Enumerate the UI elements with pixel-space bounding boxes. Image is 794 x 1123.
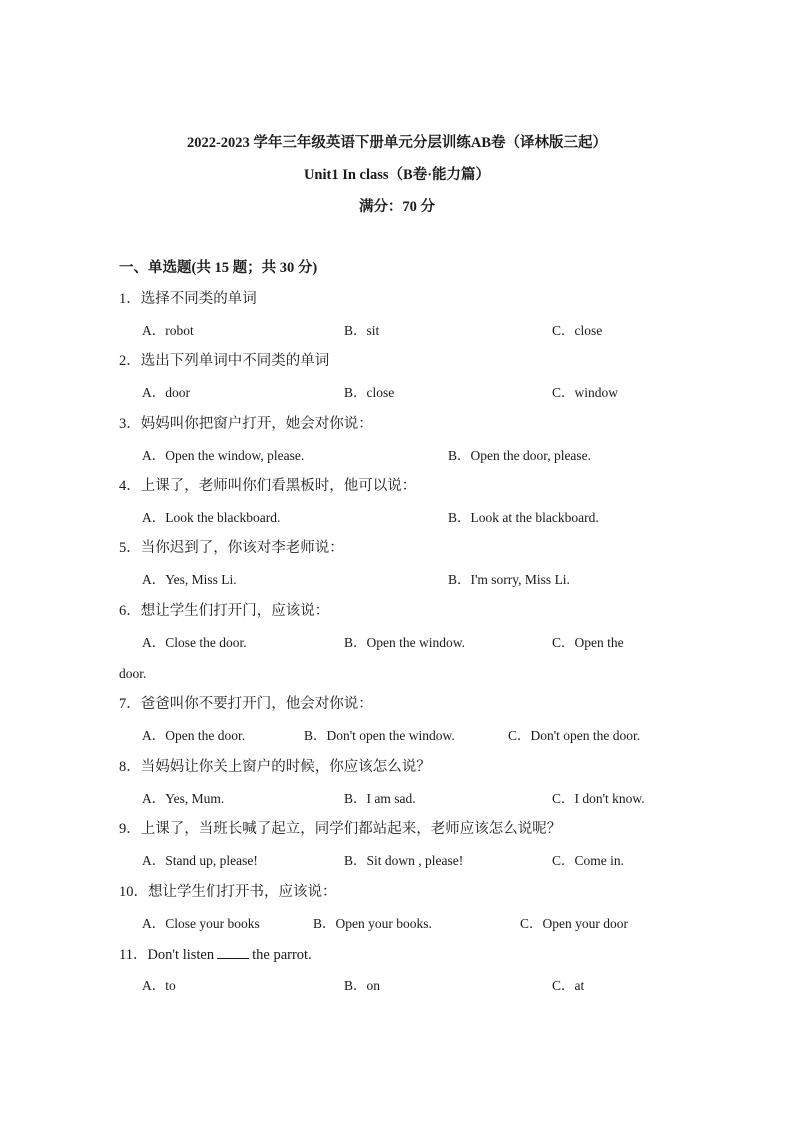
option-c: C．window xyxy=(552,385,619,400)
option-b: B．Look at the blackboard. xyxy=(448,510,599,525)
question-stem: 3．妈妈叫你把窗户打开，她会对你说： xyxy=(119,416,373,432)
option-b: B．close xyxy=(344,385,395,400)
question-stem: 7．爸爸叫你不要打开门，他会对你说： xyxy=(119,696,373,712)
option-c: C．Open the xyxy=(552,635,624,650)
option-c: C．close xyxy=(552,323,603,338)
question-stem: 9．上课了，当班长喊了起立，同学们都站起来，老师应该怎么说呢？ xyxy=(119,821,562,837)
section-heading: 一、单选题(共 15 题；共 30 分) xyxy=(119,260,318,276)
question-stem: 10．想让学生们打开书，应该说： xyxy=(119,884,337,900)
option-a: A．door xyxy=(142,385,190,400)
document-title: 2022-2023 学年三年级英语下册单元分层训练AB卷（译林版三起） xyxy=(186,135,608,151)
option-c: C．Open your door xyxy=(520,916,628,931)
option-a: A．Open the door. xyxy=(142,728,246,743)
option-b: B．Open the door, please. xyxy=(448,448,592,463)
option-c: C．I don't know. xyxy=(552,791,645,806)
option-a: A．Look the blackboard. xyxy=(142,510,281,525)
option-b: B．sit xyxy=(344,323,380,338)
option-c: C．at xyxy=(552,978,585,993)
question-stem: 2．选出下列单词中不同类的单词 xyxy=(119,353,330,369)
option-a: A．Close your books xyxy=(142,916,260,931)
question-stem-after-blank: the parrot. xyxy=(252,947,312,963)
option-b: B．Sit down , please! xyxy=(344,853,464,868)
question-stem-before-blank: 11．Don't listen xyxy=(119,947,215,963)
option-b: B．on xyxy=(344,978,381,993)
question-stem: 4．上课了，老师叫你们看黑板时，他可以说： xyxy=(119,478,417,494)
option-a: A．to xyxy=(142,978,176,993)
total-score: 满分：70 分 xyxy=(358,199,436,215)
answer-blank xyxy=(217,945,249,959)
option-b: B．I'm sorry, Miss Li. xyxy=(448,572,570,587)
option-a: A．Yes, Mum. xyxy=(142,791,225,806)
option-a: A．Stand up, please! xyxy=(142,853,258,868)
option-c: C．Don't open the door. xyxy=(508,728,641,743)
question-stem xyxy=(119,945,312,965)
option-a: A．Open the window, please. xyxy=(142,448,305,463)
question-stem: 8．当妈妈让你关上窗户的时候，你应该怎么说？ xyxy=(119,759,431,775)
option-a: A．Close the door. xyxy=(142,635,247,650)
document-subtitle: Unit1 In class（B卷·能力篇） xyxy=(303,167,491,183)
question-stem: 5．当你迟到了，你该对李老师说： xyxy=(119,540,344,556)
option-c-continuation: door. xyxy=(119,666,147,681)
option-a: A．robot xyxy=(142,323,194,338)
option-c: C．Come in. xyxy=(552,853,625,868)
question-stem: 6．想让学生们打开门，应该说： xyxy=(119,603,330,619)
option-b: B．I am sad. xyxy=(344,791,416,806)
option-b: B．Don't open the window. xyxy=(304,728,455,743)
option-b: B．Open your books. xyxy=(313,916,432,931)
option-a: A．Yes, Miss Li. xyxy=(142,572,237,587)
question-stem: 1．选择不同类的单词 xyxy=(119,291,257,307)
option-b: B．Open the window. xyxy=(344,635,465,650)
